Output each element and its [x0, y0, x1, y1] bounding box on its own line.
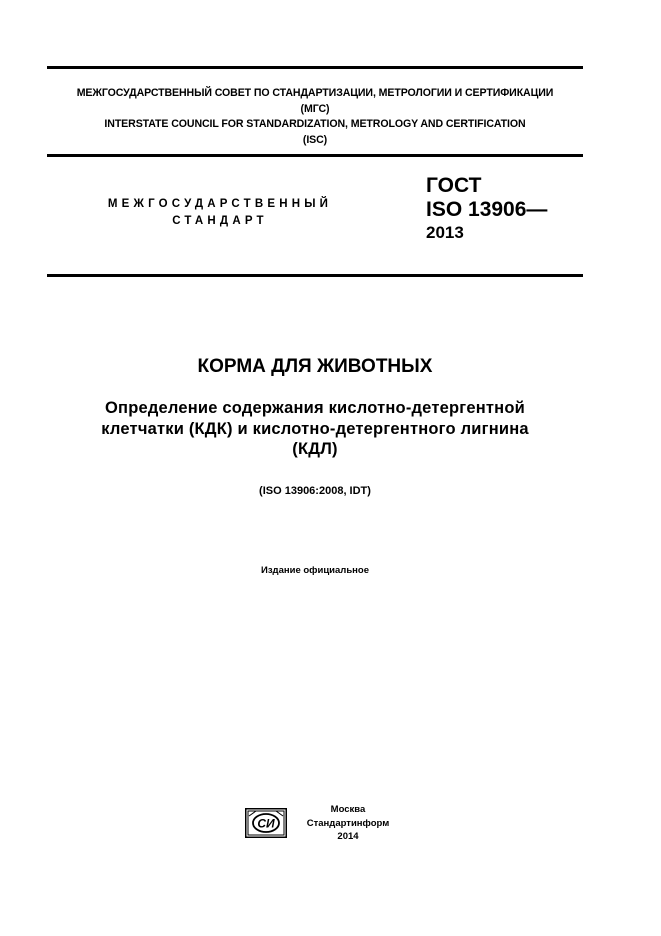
council-header: [47, 86, 583, 148]
gost-year: 2013: [426, 223, 464, 242]
publisher-name: Стандартинформ: [306, 817, 390, 829]
publisher-year: 2014: [337, 831, 359, 842]
publisher-city: Москва: [330, 804, 366, 815]
subtitle-line3: (КДЛ): [292, 440, 338, 458]
document-subtitle: [40, 398, 590, 460]
council-name-en: INTERSTATE COUNCIL FOR STANDARDIZATION, METROLOGY AND CERTIFICATION: [104, 118, 526, 130]
council-name-ru: МЕЖГОСУДАРСТВЕННЫЙ СОВЕТ ПО СТАНДАРТИЗАЦИИ, МЕТРОЛОГИИ И СЕРТИФИКАЦИИ: [76, 87, 554, 99]
council-abbr-en: (ISC): [302, 133, 328, 146]
document-title: КОРМА ДЛЯ ЖИВОТНЫХ: [197, 356, 433, 377]
gost-number: ISO 13906—: [426, 198, 548, 221]
gost-designation: [426, 174, 547, 244]
council-abbr-ru: (МГС): [300, 102, 330, 115]
publisher-imprint: [300, 803, 396, 844]
standard-type-line2: СТАНДАРТ: [172, 215, 268, 227]
gost-label: ГОСТ: [426, 174, 482, 197]
standard-type-line1: МЕЖГОСУДАРСТВЕННЫЙ: [107, 198, 333, 210]
standartinform-logo-icon: [245, 808, 287, 838]
top-rule: [47, 66, 583, 69]
standard-type: [60, 196, 380, 230]
middle-rule: [47, 154, 583, 157]
iso-reference: (ISO 13906:2008, IDT): [259, 485, 371, 497]
subtitle-line1: Определение содержания кислотно-детергентной: [105, 399, 525, 417]
subtitle-line2: клетчатки (КДК) и кислотно-детергентного лигнина: [101, 419, 529, 438]
edition-note: Издание официальное: [261, 565, 369, 576]
logo-lettering: СИ: [257, 816, 275, 831]
bottom-rule: [47, 274, 583, 277]
